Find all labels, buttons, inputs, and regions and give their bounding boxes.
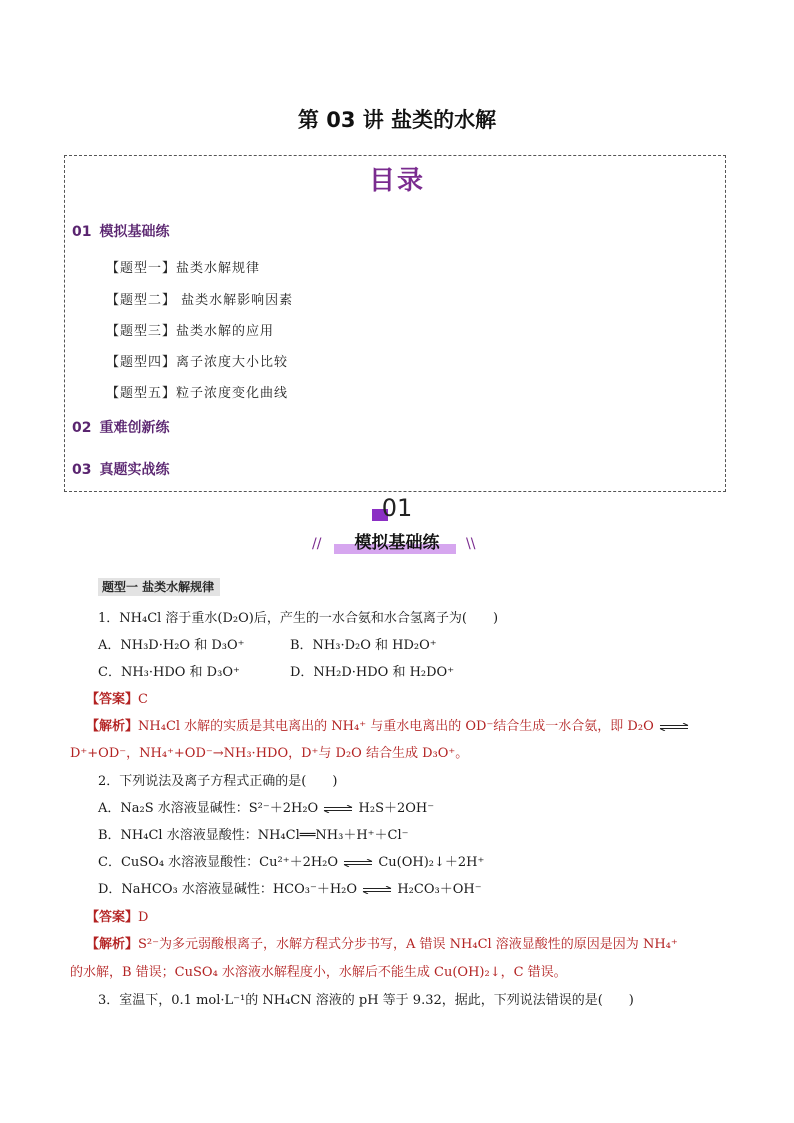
q2-option-a: A．Na₂S 水溶液显碱性：S²⁻＋2H₂O H₂S＋2OH⁻ — [98, 801, 435, 816]
toc-item-5[interactable]: 【题型五】粒子浓度变化曲线 — [106, 386, 289, 401]
page-title: 第 03 讲 盐类的水解 — [297, 108, 497, 132]
q2-answer: 【答案】D — [86, 910, 149, 925]
q3-stem: 3．室温下，0.1 mol·L⁻¹的 NH₄CN 溶液的 pH 等于 9.32，据此，下列说法错误的是( ) — [98, 993, 634, 1008]
equilibrium-arrow-icon — [342, 859, 374, 867]
toc-item-1[interactable]: 【题型一】盐类水解规律 — [106, 261, 261, 276]
q1-option-c: C．NH₃·HDO 和 D₃O⁺ — [98, 665, 240, 680]
question-type-tag: 题型一 盐类水解规律 — [98, 578, 220, 596]
slash-decoration-left: // — [312, 536, 322, 552]
q2-option-b: B．NH₄Cl 水溶液显酸性：NH₄Cl══NH₃＋H⁺＋Cl⁻ — [98, 828, 409, 843]
section-number: 01 — [381, 494, 413, 522]
toc-item-3[interactable]: 【题型三】盐类水解的应用 — [106, 324, 275, 339]
toc-section-num: 01 — [72, 224, 92, 240]
toc-heading: 目录 — [368, 166, 425, 196]
toc-item-2[interactable]: 【题型二】 盐类水解影响因素 — [106, 293, 294, 308]
slash-decoration-right: \\ — [466, 536, 476, 552]
q2-analysis-line1: 【解析】S²⁻为多元弱酸根离子，水解方程式分步书写，A 错误 NH₄Cl 溶液显酸性的原因是因为 NH₄⁺ — [86, 937, 678, 952]
q1-option-b: B．NH₃·D₂O 和 HD₂O⁺ — [290, 638, 437, 653]
toc-section-label: 模拟基础练 — [99, 224, 170, 240]
toc-section-3[interactable] — [72, 459, 169, 479]
toc-item-4[interactable]: 【题型四】离子浓度大小比较 — [106, 355, 289, 370]
q2-analysis-line2: 的水解，B 错误；CuSO₄ 水溶液水解程度小，水解后不能生成 Cu(OH)₂↓，C 错误。 — [70, 965, 567, 980]
q1-option-a: A．NH₃D·H₂O 和 D₃O⁺ — [98, 638, 245, 653]
q1-analysis-line1: 【解析】NH₄Cl 水解的实质是其电离出的 NH₄⁺ 与重水电离出的 OD⁻结合生成一水合氨，即 D₂O — [86, 715, 690, 734]
q1-answer: 【答案】C — [86, 692, 148, 707]
toc-section-2[interactable] — [72, 417, 169, 437]
toc-section-1[interactable] — [72, 221, 169, 241]
q2-option-d: D．NaHCO₃ 水溶液显碱性：HCO₃⁻＋H₂O H₂CO₃＋OH⁻ — [98, 882, 482, 897]
toc-section-num: 02 — [72, 420, 92, 436]
equilibrium-arrow-icon — [658, 723, 690, 731]
section-title: 模拟基础练 — [354, 533, 440, 553]
equilibrium-arrow-icon — [361, 886, 393, 894]
q1-stem: 1．NH₄Cl 溶于重水(D₂O)后，产生的一水合氨和水合氢离子为( ) — [98, 611, 499, 626]
toc-section-label: 真题实战练 — [99, 462, 170, 478]
q1-analysis-line2: D⁺+OD⁻，NH₄⁺+OD⁻→NH₃·HDO，D⁺与 D₂O 结合生成 D₃O⁺。 — [70, 746, 469, 761]
q2-stem: 2．下列说法及离子方程式正确的是( ) — [98, 774, 338, 789]
toc-section-num: 03 — [72, 462, 92, 478]
toc-section-label: 重难创新练 — [99, 420, 170, 436]
equilibrium-arrow-icon — [322, 805, 354, 813]
q1-option-d: D．NH₂D·HDO 和 H₂DO⁺ — [290, 665, 455, 680]
q2-option-c: C．CuSO₄ 水溶液显酸性：Cu²⁺＋2H₂O Cu(OH)₂↓＋2H⁺ — [98, 855, 485, 870]
